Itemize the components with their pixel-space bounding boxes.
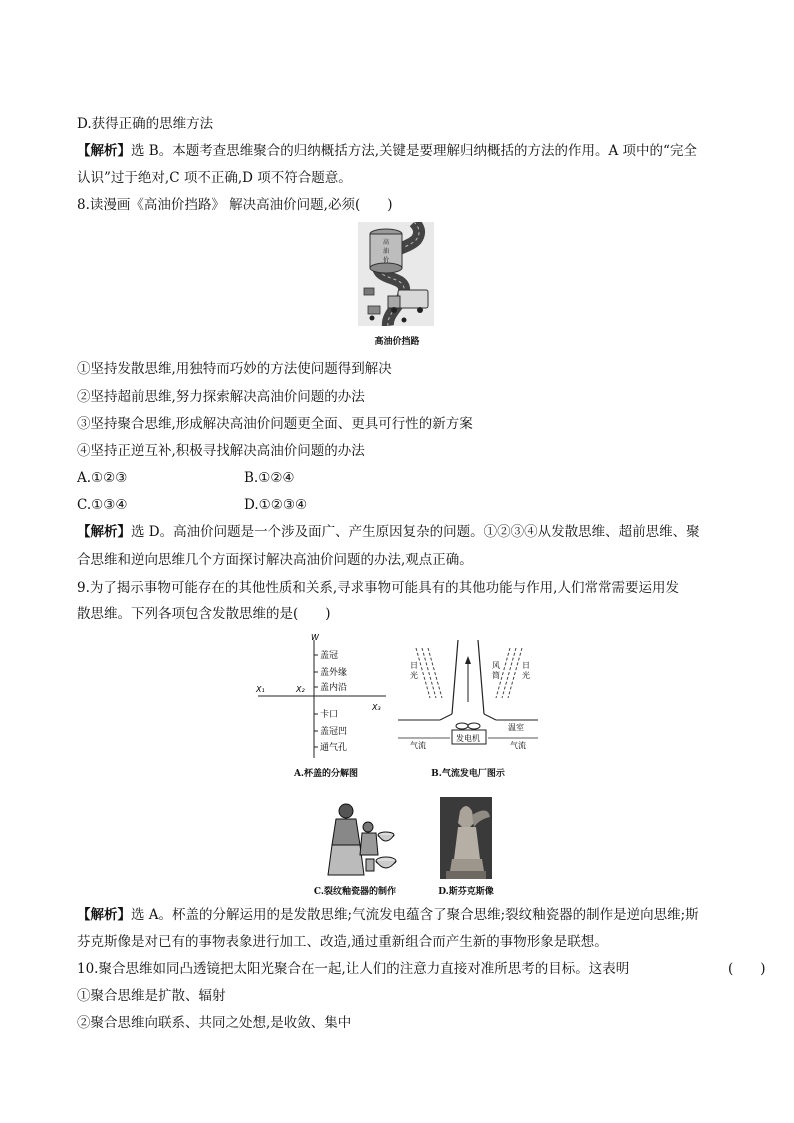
generator-label: 发电机 bbox=[456, 734, 480, 743]
q9-figure-c bbox=[320, 797, 406, 879]
part-label: 盖外缘 bbox=[320, 668, 348, 678]
q9-stem-line2: 散思维。下列各项包含发散思维的是( ) bbox=[77, 606, 331, 622]
q7-option-d: D.获得正确的思维方法 bbox=[77, 116, 214, 132]
airflow-left-label: 气流 bbox=[410, 741, 426, 750]
q7-analysis-line1: 【解析】选 B。本题考查思维聚合的归纳概括方法,关键是要理解归纳概括的方法的作用。A 项中的“完全 bbox=[77, 143, 697, 159]
q7-analysis-line2: 认识”过于绝对,C 项不正确,D 项不符合题意。 bbox=[77, 170, 352, 186]
fig-b-caption: B.气流发电厂图示 bbox=[431, 769, 505, 779]
q8-item-4: ④坚持正逆互补,积极寻找解决高油价问题的办法 bbox=[77, 443, 365, 459]
sphinx-photo bbox=[440, 797, 492, 879]
fig-d-caption: D.斯芬克斯像 bbox=[438, 887, 494, 897]
q8-item-2: ②坚持超前思维,努力探索解决高油价问题的办法 bbox=[77, 389, 365, 405]
chimney-label: 风筒 bbox=[492, 661, 500, 680]
cup-lid-diagram bbox=[254, 630, 390, 762]
q9-figure-a bbox=[254, 630, 390, 762]
q9-analysis-line1: 【解析】选 A。杯盖的分解运用的是发散思维;气流发电蕴含了聚合思维;裂纹釉瓷器的制作是逆向思维;斯 bbox=[77, 907, 699, 923]
q10-stem: 10.聚合思维如同凸透镜把太阳光聚合在一起,让人们的注意力直接对准所思考的目标。这表明 bbox=[77, 961, 630, 977]
fig-c-caption: C.裂纹釉瓷器的制作 bbox=[313, 887, 397, 897]
q8-item-3: ③坚持聚合思维,形成解决高油价问题更全面、更具可行性的新方案 bbox=[77, 416, 473, 432]
part-label: 盖内沿 bbox=[320, 683, 348, 693]
q10-answer-paren: ( ) bbox=[728, 961, 766, 977]
greenhouse-label: 温室 bbox=[508, 723, 524, 732]
q8-cartoon-figure bbox=[358, 222, 434, 326]
q8-option-a: A.①②③ bbox=[77, 470, 128, 486]
svg-text:油: 油 bbox=[382, 248, 390, 255]
oil-price-cartoon-image bbox=[358, 222, 434, 326]
crackle-porcelain-illustration bbox=[320, 797, 406, 879]
q8-option-c: C.①③④ bbox=[77, 497, 128, 513]
q9-analysis-line2: 芬克斯像是对已有的事物表象进行加工、改造,通过重新组合而产生新的事物形象是联想。 bbox=[77, 934, 608, 950]
q8-item-1: ①坚持发散思维,用独特而巧妙的方法使问题得到解决 bbox=[77, 361, 392, 377]
q8-option-d: D.①②③④ bbox=[244, 497, 308, 513]
q8-analysis-line2: 合思维和逆向思维几个方面探讨解决高油价问题的办法,观点正确。 bbox=[77, 552, 473, 568]
w-axis-label: W bbox=[311, 633, 319, 642]
part-label: 盖冠凹 bbox=[320, 727, 348, 737]
analysis-tag: 【解析】 bbox=[77, 143, 131, 159]
analysis-tag: 【解析】 bbox=[77, 907, 131, 923]
analysis-tag: 【解析】 bbox=[77, 524, 131, 540]
sunlight-right-label: 日光 bbox=[522, 661, 530, 680]
fig-a-caption: A.杯盖的分解图 bbox=[293, 769, 359, 779]
q10-item-1: ①聚合思维是扩散、辐射 bbox=[77, 988, 226, 1004]
airflow-power-plant-diagram bbox=[396, 640, 540, 756]
x1-axis-label: X₁ bbox=[256, 685, 265, 694]
q8-figure-caption: 高油价挡路 bbox=[374, 337, 420, 347]
q8-option-b: B.①②④ bbox=[244, 470, 295, 486]
svg-text:价: 价 bbox=[382, 257, 390, 264]
part-label: 通气孔 bbox=[320, 743, 348, 753]
q9-figure-d bbox=[440, 797, 492, 879]
q9-stem-line1: 9.为了揭示事物可能存在的其他性质和关系,寻求事物可能具有的其他功能与作用,人们常常需要运用发 bbox=[77, 580, 679, 596]
x2-axis-label: X₂ bbox=[296, 685, 305, 694]
airflow-right-label: 气流 bbox=[510, 741, 526, 750]
sunlight-left-label: 日光 bbox=[410, 661, 418, 680]
q8-analysis-line1: 【解析】选 D。高油价问题是一个涉及面广、产生原因复杂的问题。①②③④从发散思维、超前思维、聚 bbox=[77, 524, 700, 540]
q9-figure-b bbox=[396, 640, 540, 756]
q10-item-2: ②聚合思维向联系、共同之处想,是收敛、集中 bbox=[77, 1015, 352, 1031]
svg-text:高: 高 bbox=[382, 239, 390, 246]
part-label: 卡口 bbox=[320, 710, 339, 720]
part-label: 盖冠 bbox=[320, 651, 339, 661]
q8-stem: 8.读漫画《高油价挡路》 解决高油价问题,必须( ) bbox=[77, 197, 393, 213]
x3-axis-label: X₃ bbox=[372, 703, 381, 712]
